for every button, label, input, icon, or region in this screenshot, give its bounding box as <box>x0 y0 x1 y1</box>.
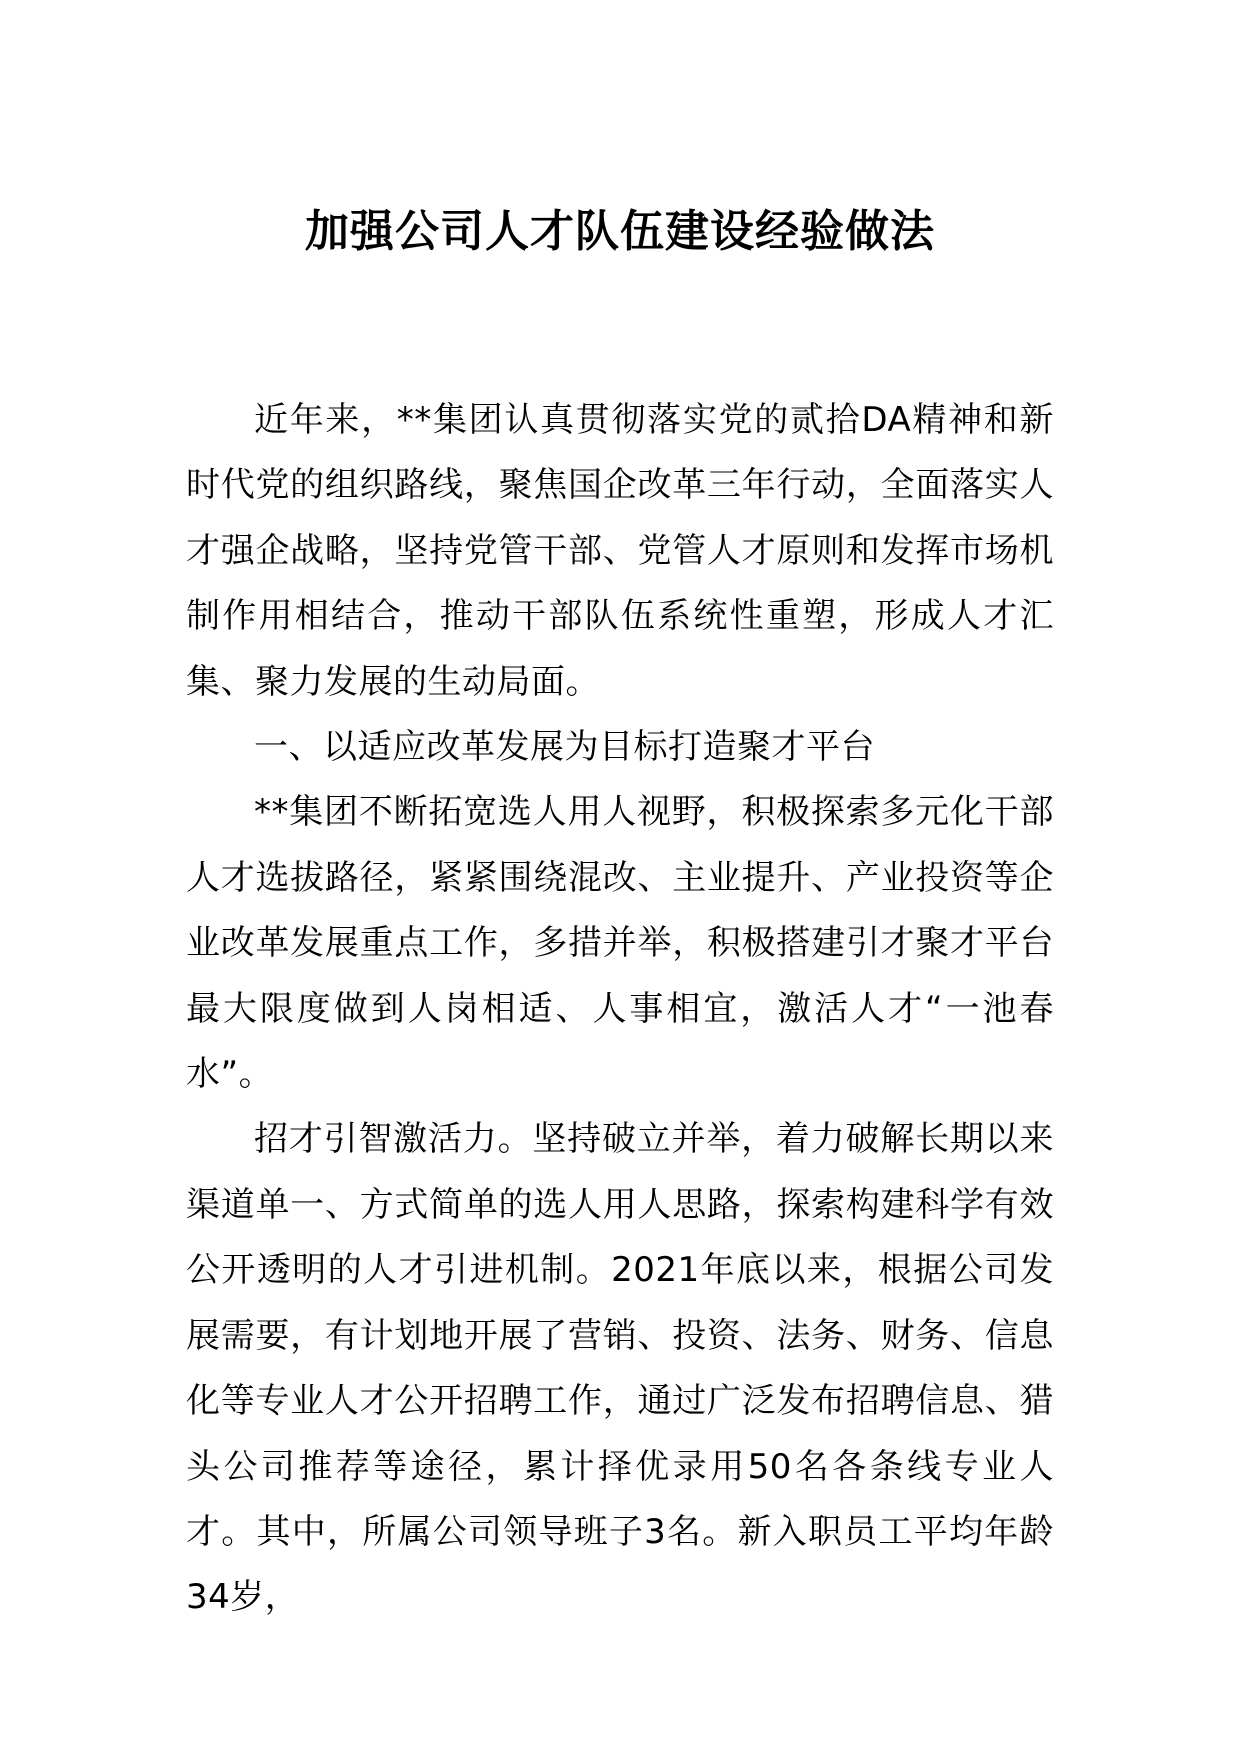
paragraph-section-1: **集团不断拓宽选人用人视野，积极探索多元化干部人才选拔路径，紧紧围绕混改、主业提升、产业投资等企业改革发展重点工作，多措并举，积极搭建引才聚才平台最大限度做到人岗相适、人事相宜，激活人才“一池春水”。 <box>186 792 1054 1095</box>
paragraph-recruitment: 招才引智激活力。坚持破立并举，着力破解长期以来渠道单一、方式简单的选人用人思路，探索构建科学有效公开透明的人才引进机制。2021年底以来，根据公司发展需要，有计划地开展了营销、投资、法务、财务、信息化等专业人才公开招聘工作，通过广泛发布招聘信息、猎头公司推荐等途径，累计择优录用50名各条线专业人才。其中，所属公司领导班子3名。新入职员工平均年龄34岁， <box>186 1119 1054 1618</box>
document-body <box>186 388 1054 1631</box>
section-heading-1: 一、以适应改革发展为目标打造聚才平台 <box>254 727 875 768</box>
paragraph-intro: 近年来，**集团认真贯彻落实党的贰拾DA精神和新时代党的组织路线，聚焦国企改革三年行动，全面落实人才强企战略，坚持党管干部、党管人才原则和发挥市场机制作用相结合，推动干部队伍系统性重塑，形成人才汇集、聚力发展的生动局面。 <box>186 400 1054 702</box>
document-title: 加强公司人才队伍建设经验做法 <box>305 206 935 257</box>
